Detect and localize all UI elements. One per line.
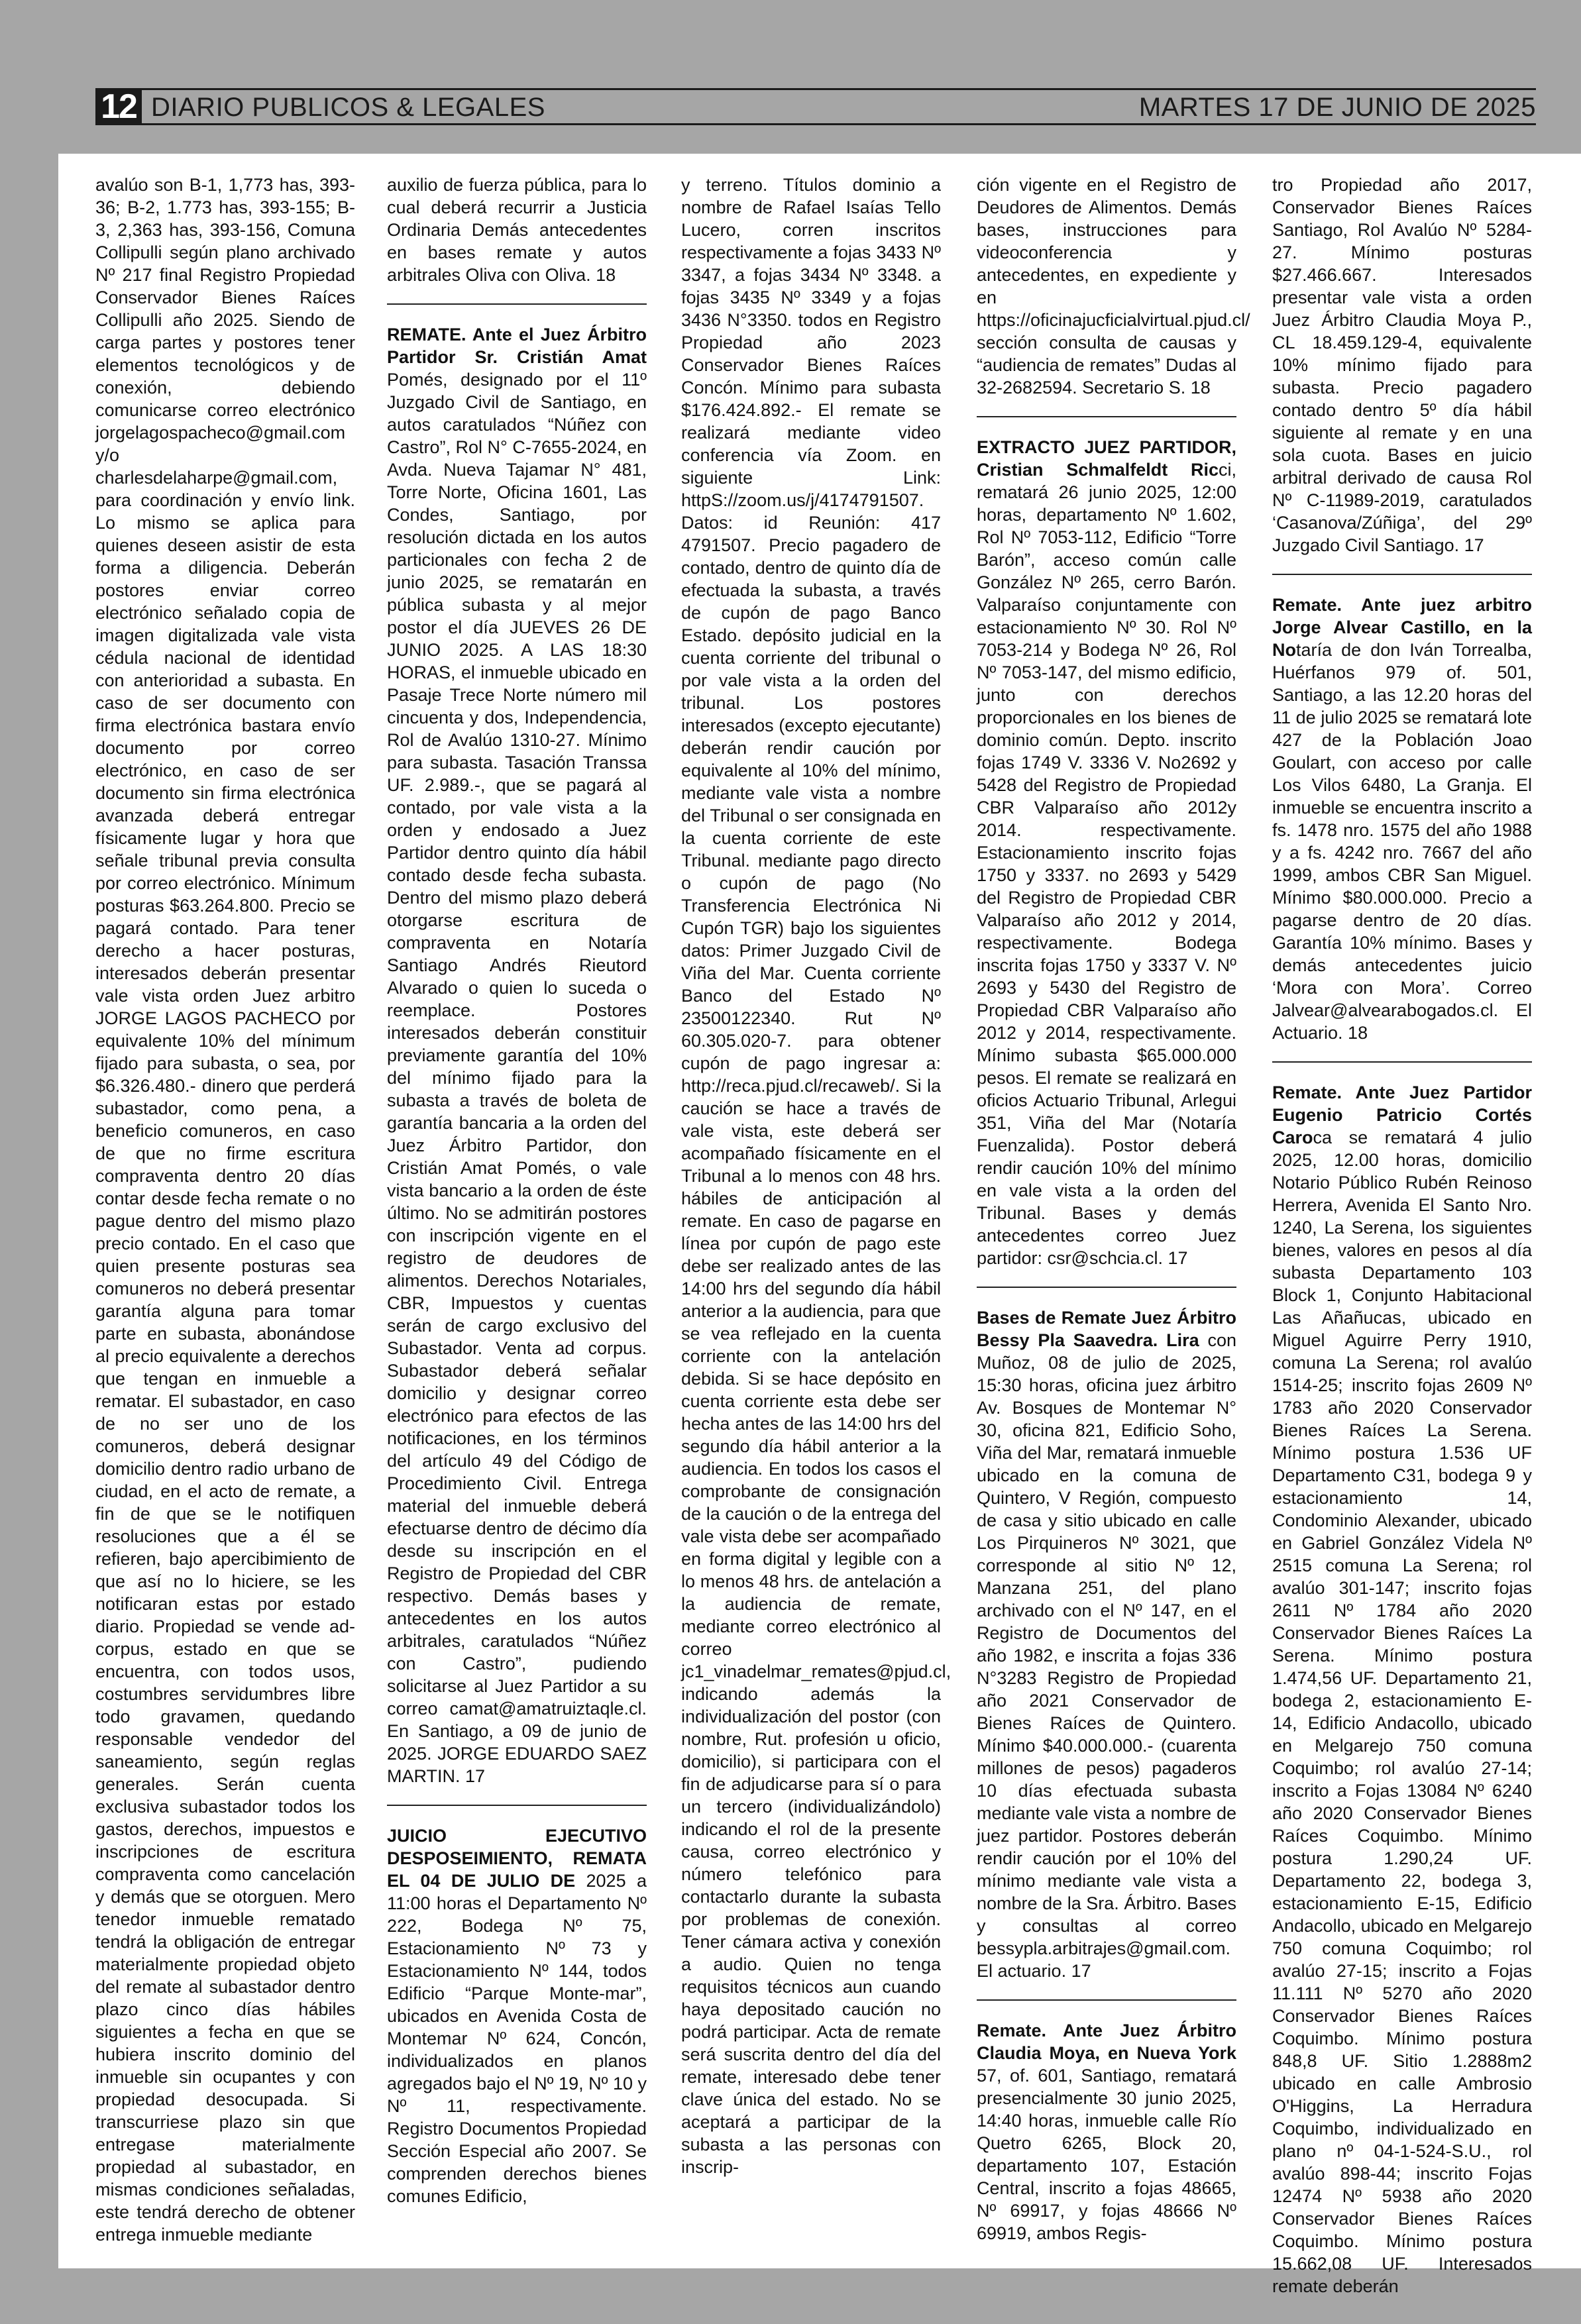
notice — [1272, 174, 1532, 556]
header-bottom-rule — [95, 123, 1536, 125]
column-2 — [387, 174, 647, 2260]
notice — [977, 2019, 1236, 2245]
notice-body: Pomés, designado por el 11º Juzgado Civil de Santiago, en autos caratulados “Núñez con Castro”, Rol N° C-7655-2024, en Avda. Nueva Tajamar N° 481, Torre Norte, Oficina 1601, Las Condes, Santiago, por resolución dictada en los autos particionales con fecha 2 de junio 2025, se rematarán en pública subasta y al mejor postor el día JUEVES 26 DE JUNIO 2025. A LAS 18:30 HORAS, el inmueble ubicado en Pasaje Trece Norte número mil cincuenta y dos, Independencia, Rol de Avalúo 1310-27. Mínimo para subasta. Tasación Transsa UF. 2.989.-, que se pagará al contado, por vale vista a la orden y endosado a Juez Partidor dentro quinto día hábil contado desde fecha subasta. Dentro del mismo plazo deberá otorgarse escritura de compraventa en Notaría Santiago Andrés Rieutord Alvarado o quien lo suceda o reemplace. Postores interesados deberán constituir previamente garantía del 10% del mínimo fijado para la subasta a través de boleta de garantía bancaria a la orden del Juez Árbitro Partidor, don Cristián Amat Pomés, o vale vista bancario a la orden de éste último. No se admitirán postores con inscripción vigente en el registro de deudores de alimentos. Derechos Notariales, CBR, Impuestos y cuentas serán de cargo exclusivo del Subastador. Venta ad corpus. Subastador deberá señalar domicilio y designar correo electrónico para efectos de las notificaciones, en los términos del artículo 49 del Código de Procedimiento Civil. Entrega material del inmueble deberá efectuarse dentro de décimo día desde su inscripción en el Registro de Propiedad del CBR respectivo. Demás bases y antecedentes en los autos arbitrales, caratulados “Núñez con Castro”, pudiendo solicitarse al Juez Partidor a su correo camat@amatruiztaqle.cl. En Santiago, a 09 de junio de 2025. JORGE EDUARDO SAEZ MARTIN. 17 — [387, 370, 647, 1786]
notice-divider — [1272, 574, 1532, 575]
notice-body: 2025 a 11:00 horas el Departamento Nº 222, Bodega Nº 75, Estacionamiento Nº 73 y Estacionamiento Nº 144, todos Edificio “Parque Monte-mar”, ubicados en Avenida Costa de Montemar Nº 624, Concón, individualizados en planos agregados bajo el Nº 19, Nº 10 y Nº 11, respectivamente. Registro Documentos Propiedad Sección Especial año 2007. Se comprenden derechos bienes comunes Edificio, — [387, 1871, 647, 2206]
notice-divider — [977, 1287, 1236, 1288]
notice-divider — [977, 1999, 1236, 2001]
notice-body: auxilio de fuerza pública, para lo cual deberá recurrir a Justicia Ordinaria Demás antecedentes en bases remate y autos arbitrales Oliva con Oliva. 18 — [387, 175, 647, 285]
notice-body: taría de don Iván Torrealba, Huérfanos 979 of. 501, Santiago, a las 12.20 horas del 11 de julio 2025 se rematará lote 427 de la Población Joao Goulart, con acceso por calle Los Vilos 6480, La Granja. El inmueble se encuentra inscrito a fs. 1478 nro. 1575 del año 1988 y a fs. 4242 nro. 7667 del año 1999, ambos CBR San Miguel. Mínimo $80.000.000. Precio a pagarse dentro de 20 días. Garantía 10% mínimo. Bases y demás antecedentes juicio ‘Mora con Mora’. Correo Jalvear@alvearabogados.cl. El Actuario. 18 — [1272, 640, 1532, 1043]
notice-body: ci, rematará 26 junio 2025, 12:00 horas, departamento Nº 1.602, Rol Nº 7053-112, Edificio “Torre Barón”, acceso común calle González Nº 265, cerro Barón. Valparaíso conjuntamente con estacionamiento Nº 30. Rol Nº 7053-214 y Bodega Nº 26, Rol Nº 7053-147, del mismo edificio, junto con derechos proporcionales en los bienes de dominio común. Depto. inscrito fojas 1749 V. 3336 V. No2692 y 5428 del Registro de Propiedad CBR Valparaíso año 2012y 2014. respectivamente. Estacionamiento inscrito fojas 1750 y 3337. no 2693 y 5429 del Registro de Propiedad CBR Valparaíso año 2012 y 2014, respectivamente. Bodega inscrita fojas 1750 y 3337 V. Nº 2693 y 5430 del Registro de Propiedad CBR Valparaíso año 2012 y 2014, respectivamente. Mínimo subasta $65.000.000 pesos. El remate se realizará en oficios Actuario Tribunal, Arlegui 351, Viña del Mar (Notaría Fuenzalida). Postor deberá rendir caución 10% del mínimo en vale vista a la orden del Tribunal. Bases y demás antecedentes correo Juez partidor: csr@schcia.cl. 17 — [977, 460, 1236, 1268]
notice — [977, 1306, 1236, 1982]
notice-divider — [1272, 1061, 1532, 1063]
notice — [977, 436, 1236, 1269]
notice-heading: Remate. Ante juez arbitro Jorge Alvear Castillo, en la No — [1272, 595, 1532, 660]
page-number: 12 — [95, 88, 142, 125]
notice-body: 57, of. 601, Santiago, rematará presencialmente 30 junio 2025, 14:40 horas, inmueble calle Río Quetro 6265, Block 20, departamento 107, Estación Central, inscrito a fojas 48665, Nº 69917, y fojas 48666 Nº 69919, ambos Regis- — [977, 2066, 1236, 2243]
notice-body: avalúo son B-1, 1,773 has, 393-36; B-2, 1.773 has, 393-155; B-3, 2,363 has, 393-156, Comuna Collipulli según plano archivado Nº 217 final Registro Propiedad Conservador Bienes Raíces Collipulli año 2025. Siendo de carga partes y postores tener elementos tecnológicos y de conexión, debiendo comunicarse correo electrónico jorgelagospacheco@gmail.com y/o charlesdelaharpe@gmail.com, para coordinación y envío link. Lo mismo se aplica para quienes deseen asistir de esta forma a diligencia. Deberán postores enviar correo electrónico señalado copia de imagen digitalizada vale vista cédula nacional de identidad con anterioridad a subasta. En caso de ser documento con firma electrónica bastara envío documento por correo electrónico, en caso de ser documento sin firma electrónica avanzada deberá entregar físicamente lugar y hora que señale tribunal previa consulta por correo electrónico. Mínimum posturas $63.264.800. Precio se pagará contado. Para tener derecho a hacer posturas, interesados deberán presentar vale vista orden Juez arbitro JORGE LAGOS PACHECO por equivalente 10% del mínimum fijado para subasta, o sea, por $6.326.480.- dinero que perderá subastador, como pena, a beneficio comuneros, en caso de que no firme escritura compraventa dentro 20 días contar desde fecha remate o no pague dentro del mismo plazo precio contado. En el caso que quien presente posturas sea comuneros no deberá presentar garantía alguna para tomar parte en subasta, abonándose al precio equivalente a derechos que tengan en inmueble a rematar. El subastador, en caso de no ser uno de los comuneros, deberá designar domicilio dentro radio urbano de ciudad, en el acto de remate, a fin de que se le notifiquen resoluciones que a él se refieren, bajo apercibimiento de que así no lo hiciere, se les notificaran estas por estado diario. Propiedad se vende ad-corpus, estado en que se encuentra, con todos usos, costumbres servidumbres libre todo gravamen, quedando responsable vendedor del saneamiento, según reglas generales. Serán cuenta exclusiva subastador todos los gastos, derechos, impuestos e inscripciones de escritura compraventa como cancelación y demás que se otorguen. Mero tenedor inmueble rematado tendrá la obligación de entregar materialmente propiedad objeto del remate al subastador dentro plazo cinco días hábiles siguientes a fecha en que se hubiera inscrito dominio del inmueble sin ocupantes y con propiedad desocupada. Si transcurriese plazo sin que entregase materialmente propiedad al subastador, en mismas condiciones señaladas, este tendrá derecho de obtener entrega inmueble mediante — [95, 175, 355, 2245]
notice — [1272, 594, 1532, 1044]
notice-body: y terreno. Títulos dominio a nombre de Rafael Isaías Tello Lucero, corren inscritos respectivamente a fojas 3433 Nº 3347, a fojas 3434 Nº 3348. a fojas 3435 Nº 3349 y a fojas 3436 N°3350. todos en Registro Propiedad año 2023 Conservador Bienes Raíces Concón. Mínimo para subasta $176.424.892.- El remate se realizará mediante video conferencia vía Zoom. en siguiente Link: httpS://zoom.us/j/4174791507. Datos: id Reunión: 417 4791507. Precio pagadero de contado, dentro de quinto día de efectuada la subasta, a través de cupón de pago Banco Estado. depósito judicial en la cuenta corriente del tribunal o por vale vista a la orden del tribunal. Los postores interesados (excepto ejecutante) deberán rendir caución por equivalente al 10% del mínimo, mediante vale vista a nombre del Tribunal o ser consignada en la cuenta corriente de este Tribunal. mediante pago directo o cupón de pago (No Transferencia Electrónica Ni Cupón TGR) bajo los siguientes datos: Primer Juzgado Civil de Viña del Mar. Cuenta corriente Banco del Estado Nº 23500122340. Rut Nº 60.305.020-7. para obtener cupón de pago ingresar a: http://reca.pjud.cl/recaweb/. Si la caución se hace a través de vale vista, este deberá ser acompañado físicamente en el Tribunal a lo menos con 48 hrs. hábiles de anticipación al remate. En caso de pagarse en línea por cupón de pago este debe ser realizado antes de las 14:00 hrs del segundo día hábil anterior a la audiencia, para que se vea reflejado en la cuenta corriente con la antelación debida. Si se hace depósito en cuenta corriente esta debe ser hecha antes de las 14:00 hrs del segundo día hábil anterior a la audiencia. En todos los casos el comprobante de consignación de la caución o de la entrega del vale vista debe ser acompañado en forma digital y legible con a lo menos 48 hrs. de antelación a la audiencia de remate, mediante correo electrónico al correo jc1_vinadelmar_remates@pjud.cl, indicando además la individualización del postor (con nombre, Rut. profesión u oficio, domicilio), si participara con el fin de adjudicarse para sí o para un tercero (individualizándolo) indicando el rol de la presente causa, correo electrónico y número telefónico para contactarlo durante la subasta por problemas de conexión. Tener cámara activa y conexión a audio. Quien no tenga requisitos técnicos aun cuando haya depositado caución no podrá participar. Acta de remate será suscrita dentro del día del remate, interesado debe tener clave única del estado. No se aceptará a participar de la subasta a las personas con inscrip- — [681, 175, 952, 2177]
notice-heading: Bases de Remate Juez Árbitro Bessy Pla Saavedra. Lira — [977, 1308, 1236, 1350]
notice-divider — [387, 1805, 647, 1806]
notice-body: tro Propiedad año 2017, Conservador Bienes Raíces Santiago, Rol Avalúo Nº 5284-27. Mínimo posturas $27.466.667. Interesados presentar vale vista a orden Juez Árbitro Claudia Moya P., CL 18.459.129-4, equivalente 10% mínimo fijado para subasta. Precio pagadero contado dentro 5º día hábil siguiente al remate y en una sola cuota. Bases en juicio arbitral derivado de causa Rol Nº C-11989-2019, caratulados ‘Casanova/Zúñiga’, del 29º Juzgado Civil Santiago. 17 — [1272, 175, 1532, 555]
notice-body: con Muñoz, 08 de julio de 2025, 15:30 horas, oficina juez árbitro Av. Bosques de Montemar N° 30, oficina 821, Edificio Soho, Viña del Mar, rematará inmueble ubicado en la comuna de Quintero, V Región, compuesto de casa y sitio ubicado en calle Los Pirquineros Nº 3021, que corresponde al sitio Nº 12, Manzana 251, del plano archivado con el Nº 147, en el Registro de Documentos del año 1982, e inscrita a fojas 336 N°3283 Registro de Propiedad año 2021 Conservador de Bienes Raíces de Quintero. Mínimo $40.000.000.- (cuarenta millones de pesos) pagaderos 10 días efectuada subasta mediante vale vista a nombre de juez partidor. Postores deberán rendir caución por el 10% del mínimo mediante vale vista a nombre de la Sra. Árbitro. Bases y consultas al correo bessypla.arbitrajes@gmail.com. El actuario. 17 — [977, 1330, 1236, 1981]
publication-title: DIARIO PUBLICOS & LEGALES — [151, 93, 545, 122]
notice-body: ca se rematará 4 julio 2025, 12.00 horas, domicilio Notario Público Rubén Reinoso Herrera, Avenida El Santo Nro. 1240, La Serena, los siguientes bienes, valores en pesos al día subasta Departamento 103 Block 1, Conjunto Habitacional Las Añañucas, ubicado en Miguel Aguirre Perry 1910, comuna La Serena; rol avalúo 1514-25; inscrito fojas 2609 Nº 1783 año 2020 Conservador Bienes Raíces La Serena. Mínimo postura 1.536 UF Departamento C31, bodega 9 y estacionamiento 14, Condominio Alexander, ubicado en Gabriel González Videla Nº 2515 comuna La Serena; rol avalúo 301-147; inscrito fojas 2611 Nº 1784 año 2020 Conservador Bienes Raíces La Serena. Mínimo postura 1.474,56 UF. Departamento 21, bodega 2, estacionamiento E-14, Edificio Andacollo, ubicado en Melgarejo 750 comuna Coquimbo; rol avalúo 27-14; inscrito a Fojas 13084 Nº 6240 año 2020 Conservador Bienes Raíces Coquimbo. Mínimo postura 1.290,24 UF. Departamento 22, bodega 3, estacionamiento E-15, Edificio Andacollo, ubicado en Melgarejo 750 comuna Coquimbo; rol avalúo 27-15; inscrito a Fojas 11.111 Nº 5270 año 2020 Conservador Bienes Raíces Coquimbo. Mínimo postura 848,8 UF. Sitio 1.2888m2 ubicado en calle Ambrosio O'Higgins, La Herradura Coquimbo, individualizado en plano nº 04-1-524-S.U., rol avalúo 898-44; inscrito Fojas 12474 Nº 5938 año 2020 Conservador Bienes Raíces Coquimbo. Mínimo postura 15.662,08 UF. Interesados remate deberán — [1272, 1128, 1532, 2296]
notice — [387, 1824, 647, 2207]
notice — [95, 174, 355, 2246]
header-top-rule — [95, 88, 1536, 90]
notice — [1272, 1081, 1532, 2298]
notice — [681, 174, 952, 2178]
notice-divider — [387, 303, 647, 305]
publication-date: MARTES 17 DE JUNIO DE 2025 — [1138, 93, 1536, 122]
notice — [387, 174, 647, 286]
column-4 — [977, 174, 1250, 2260]
column-3 — [681, 174, 952, 2260]
notice-heading: EXTRACTO JUEZ PARTIDOR, Cristian Schmalfeldt Ric — [977, 437, 1236, 480]
notice-divider — [977, 416, 1236, 417]
column-1 — [95, 174, 355, 2260]
notice-heading: JUICIO EJECUTIVO DESPOSEIMIENTO, REMATA EL 04 DE JULIO DE — [387, 1826, 647, 1891]
notice-heading: REMATE. Ante el Juez Árbitro Partidor Sr. Cristián Amat — [387, 325, 647, 367]
notice-heading: Remate. Ante Juez Árbitro Claudia Moya, en Nueva York — [977, 2021, 1236, 2063]
column-5 — [1272, 174, 1532, 2296]
notice — [977, 174, 1250, 399]
notice-heading: Remate. Ante Juez Partidor Eugenio Patricio Cortés Caro — [1272, 1083, 1532, 1147]
notice-body: ción vigente en el Registro de Deudores de Alimentos. Demás bases, instrucciones para videoconferencia y antecedentes, en expediente y en https://oficinajucficialvirtual.pjud.cl/ sección consulta de causas y “audiencia de remates” Dudas al 32-2682594. Secretario S. 18 — [977, 175, 1250, 397]
notice — [387, 323, 647, 1787]
